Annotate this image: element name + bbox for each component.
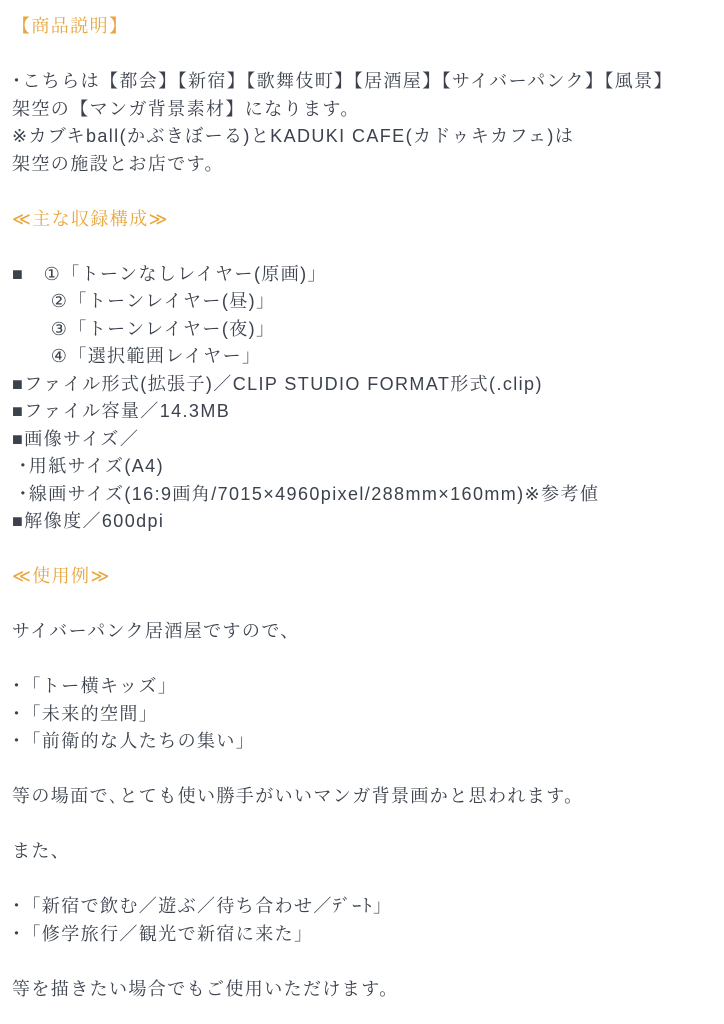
description-line: ■ファイル容量／14.3MB: [12, 401, 231, 421]
description-line: 架空の施設とお店です。: [12, 153, 224, 174]
description-line: ※カブキball(かぶきぼーる)とKADUKI CAFE(カドゥキカフェ)は: [12, 126, 575, 146]
description-line: ･「未来的空間」: [12, 703, 159, 724]
description-line: ④「選択範囲レイヤー」: [12, 346, 262, 366]
description-line: ･こちらは【都会】【新宿】【歌舞伎町】【居酒屋】【サイバーパンク】【風景】: [12, 71, 673, 91]
blank-line: [12, 948, 718, 976]
section-heading: ≪使用例≫: [12, 566, 111, 586]
blank-line: [12, 233, 718, 261]
description-line: ･「トー横キッズ」: [12, 676, 178, 696]
blank-line: [12, 811, 718, 839]
description-line: ■ ①「トーンなしレイヤー(原画)」: [12, 263, 327, 284]
blank-line: [12, 756, 718, 784]
description-line: また、: [12, 841, 71, 861]
description-line: ･「修学旅行／観光で新宿に来た」: [12, 923, 314, 944]
description-line: ③「トーンレイヤー(夜)」: [12, 318, 276, 339]
section-heading: 【商品説明】: [12, 16, 129, 36]
description-line: ･用紙サイズ(A4): [12, 456, 164, 476]
blank-line: [12, 41, 718, 69]
description-line: ■解像度／600dpi: [12, 511, 165, 531]
description-line: ■ファイル形式(拡張子)／CLIP STUDIO FORMAT形式(.clip): [12, 373, 543, 394]
blank-line: [12, 591, 718, 619]
blank-line: [12, 536, 718, 564]
description-line: 架空の【マンガ背景素材】になります。: [12, 98, 360, 119]
description-line: ･線画サイズ(16:9画角/7015×4960pixel/288mm×160mm)※参考値: [12, 483, 600, 504]
description-line: サイバーパンク居酒屋ですので、: [12, 621, 300, 641]
description-line: ②「トーンレイヤー(昼)」: [12, 291, 276, 311]
section-heading: ≪主な収録構成≫: [12, 208, 169, 229]
blank-line: [12, 646, 718, 674]
description-line: ･「前衛的な人たちの集い」: [12, 731, 256, 751]
description-line: 等を描きたい場合でもご使用いただけます。: [12, 978, 399, 999]
description-line: 等の場面で､とても使い勝手がいいマンガ背景画かと思われます。: [12, 786, 584, 806]
description-line: ･「新宿で飲む／遊ぶ／待ち合わせ／ﾃﾞｰﾄ」: [12, 896, 393, 916]
description-line: ■画像サイズ／: [12, 428, 140, 449]
blank-line: [12, 866, 718, 894]
blank-line: [12, 178, 718, 206]
